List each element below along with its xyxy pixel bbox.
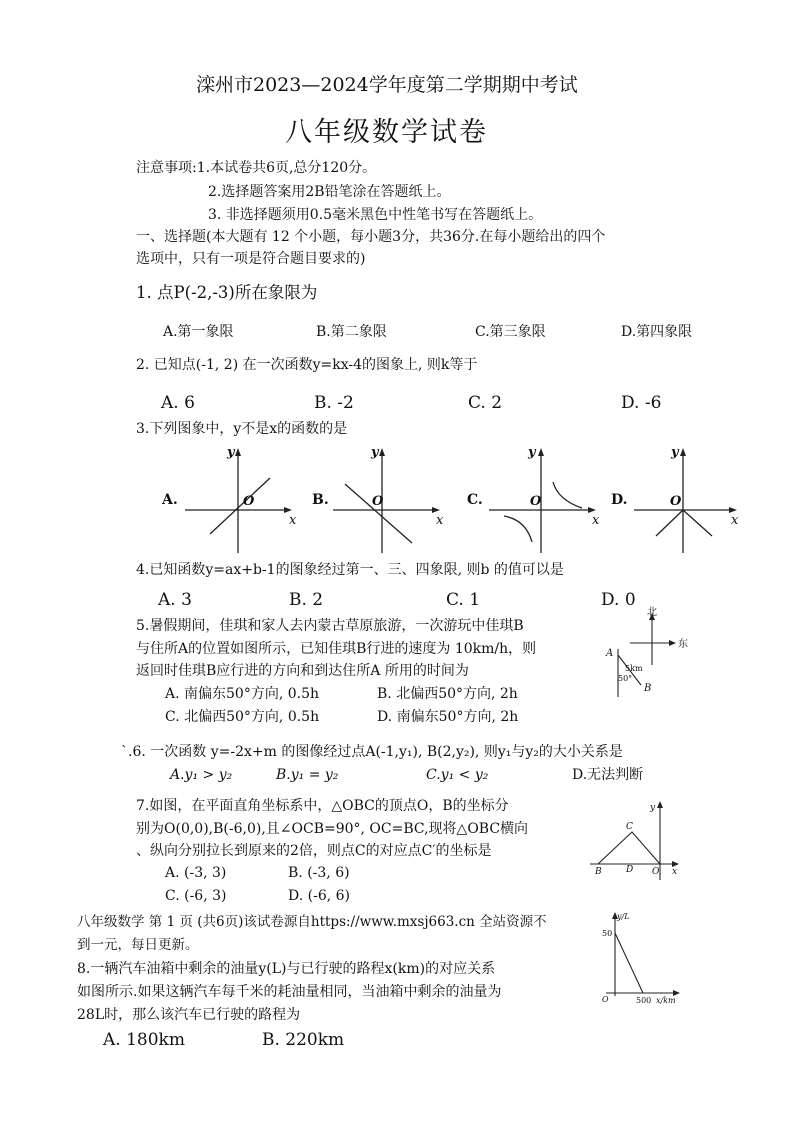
q8-x-label: x/km: [656, 996, 676, 1005]
q7-y-label: y: [650, 803, 656, 813]
q3-graph-b-label: B.: [312, 492, 329, 508]
q3d-ray-left: [656, 510, 683, 536]
q7-point-d: D: [626, 865, 634, 875]
q8-option-b: B. 220km: [262, 1030, 345, 1050]
q8-figure: [594, 908, 689, 1008]
q8-y-tick-50: 50: [602, 929, 613, 938]
question-7-line-2: 别为O(0,0),B(-6,0),且∠OCB=90°, OC=BC,现将△OBC横向: [136, 821, 529, 837]
q3-graph-b: [333, 454, 434, 553]
q3d-y-label: y: [671, 445, 679, 460]
page-footer-line-2: 到一元，每日更新。: [77, 937, 199, 953]
q7-figure: [590, 800, 690, 890]
q1-option-a: A.第一象限: [163, 324, 234, 340]
q5-distance: 5km: [625, 664, 643, 673]
note-line-3: 3. 非选择题须用0.5毫米黑色中性笔书写在答题纸上。: [208, 207, 543, 223]
q8-option-a: A. 180km: [103, 1030, 185, 1050]
question-8-line-2: 如图所示.如果这辆汽车每千米的耗油量相同，当油箱中剩余的油量为: [77, 984, 502, 1000]
question-7-line-1: 7.如图，在平面直角坐标系中，△OBC的顶点O，B的坐标分: [136, 798, 509, 814]
q8-x-tick-500: 500: [636, 996, 652, 1005]
q5-north-label: 北: [647, 607, 657, 618]
q4-option-d: D. 0: [601, 590, 636, 610]
q5-east-label: 东: [678, 639, 688, 650]
q3c-x-label: x: [592, 513, 600, 528]
q3-graphs: [0, 440, 793, 560]
paper-title: 八年级数学试卷: [285, 117, 488, 148]
q4-option-b: B. 2: [289, 590, 324, 610]
q8-fuel-line: [615, 933, 643, 993]
note-line-2: 2.选择题答案用2B铅笔涂在答题纸上。: [208, 184, 451, 200]
question-3-stem: 3.下列图象中，y不是x的函数的是: [136, 421, 348, 437]
q4-option-a: A. 3: [158, 590, 192, 610]
q5-option-a: A. 南偏东50°方向, 0.5h: [165, 686, 320, 702]
q7-triangle-sides: [598, 832, 660, 864]
note-line-1: 注意事项:1.本试卷共6页,总分120分。: [136, 160, 377, 176]
question-6-stem: `.6. 一次函数 y=-2x+m 的图像经过点A(-1,y₁), B(2,y₂), 则y₁与y₂的大小关系是: [121, 744, 623, 760]
q6-option-c: C.y₁ < y₂: [426, 767, 489, 783]
q3a-origin: O: [243, 494, 255, 509]
page-footer-line-1: 八年级数学 第 1 页 (共6页)该试卷源自https://www.mxsj663.cn 全站资源不: [77, 914, 547, 930]
q3a-line: [210, 478, 270, 534]
question-8-line-3: 28L时，那么该汽车已行驶的路程为: [77, 1007, 301, 1023]
q3d-ray-right: [683, 510, 712, 536]
q3b-line: [345, 484, 412, 543]
q2-option-c: C. 2: [468, 393, 503, 413]
q3-graph-d-label: D.: [611, 492, 628, 508]
question-2-stem: 2. 已知点(-1, 2) 在一次函数y=kx-4的图象上, 则k等于: [136, 357, 478, 373]
section-heading-1: 一、选择题(本大题有 12 个小题，每小题3分，共36分.在每小题给出的四个: [136, 229, 606, 245]
q5-option-c: C. 北偏西50°方向, 0.5h: [165, 709, 320, 725]
q3c-y-label: y: [528, 445, 536, 460]
question-1-stem: 1. 点P(-2,-3)所在象限为: [136, 283, 318, 302]
question-5-line-1: 5.暑假期间，佳琪和家人去内蒙古草原旅游，一次游玩中佳琪B: [136, 618, 524, 634]
q2-option-a: A. 6: [161, 393, 195, 413]
q7-point-c: C: [626, 822, 633, 832]
q5-east-arrow: [669, 640, 676, 646]
q1-option-d: D.第四象限: [621, 324, 693, 340]
q3b-x-label: x: [436, 513, 444, 528]
question-5-line-3: 返回时佳琪B应行进的方向和到达住所A 所用的时间为: [136, 663, 469, 679]
q3-graph-d: [634, 454, 731, 553]
q3d-origin: O: [670, 494, 682, 509]
q3c-origin: O: [530, 494, 542, 509]
q4-option-c: C. 1: [446, 590, 481, 610]
question-7-line-3: 、纵向分别拉长到原来的2倍，则点C的对应点C′的坐标是: [136, 843, 492, 859]
q1-option-b: B.第二象限: [316, 324, 387, 340]
q5-point-b: B: [644, 683, 652, 694]
q3-graph-c-label: C.: [467, 492, 483, 508]
q2-option-b: B. -2: [314, 393, 354, 413]
q7-option-b: B. (-3, 6): [288, 865, 350, 881]
q7-option-d: D. (-6, 6): [288, 888, 350, 904]
q2-option-d: D. -6: [621, 393, 662, 413]
q6-option-d: D.无法判断: [572, 767, 644, 783]
q6-option-a: A.y₁ > y₂: [170, 767, 233, 783]
exam-title: 滦州市2023—2024学年度第二学期期中考试: [196, 74, 578, 96]
q6-option-b: B.y₁ = y₂: [276, 767, 339, 783]
q7-option-c: C. (-6, 3): [165, 888, 227, 904]
q1-option-c: C.第三象限: [475, 324, 546, 340]
q3c-hyperbola-upper: [553, 482, 582, 508]
question-8-line-1: 8.一辆汽车油箱中剩余的油量y(L)与已行驶的路程x(km)的对应关系: [77, 961, 496, 977]
q3a-x-label: x: [289, 513, 297, 528]
q3b-y-label: y: [371, 445, 379, 460]
section-heading-2: 选项中，只有一项是符合题目要求的): [136, 251, 366, 267]
q5-option-d: D. 南偏东50°方向, 2h: [377, 709, 519, 725]
question-5-line-2: 与住所A的位置如图所示，已知佳琪B行进的速度为 10km/h，则: [136, 641, 537, 657]
q5-angle: 50°: [618, 674, 633, 683]
q8-origin: O: [602, 995, 609, 1004]
question-4-stem: 4.已知函数y=ax+b-1的图象经过第一、三、四象限, 则b 的值可以是: [136, 562, 564, 578]
q8-y-label: y/L: [617, 912, 630, 921]
q3a-y-label: y: [227, 445, 235, 460]
q3c-hyperbola-lower: [504, 516, 532, 542]
q5-figure: [600, 605, 710, 700]
q7-point-o: O: [652, 867, 660, 877]
q3b-origin: O: [372, 494, 384, 509]
q7-point-b: B: [595, 867, 602, 877]
q5-point-a: A: [606, 648, 614, 659]
q5-option-b: B. 北偏西50°方向, 2h: [377, 686, 518, 702]
q3d-x-label: x: [731, 513, 739, 528]
q3-graph-a-label: A.: [162, 492, 178, 508]
q3-graph-a: [185, 454, 286, 553]
q7-option-a: A. (-3, 3): [165, 865, 227, 881]
q7-x-label: x: [672, 867, 678, 877]
